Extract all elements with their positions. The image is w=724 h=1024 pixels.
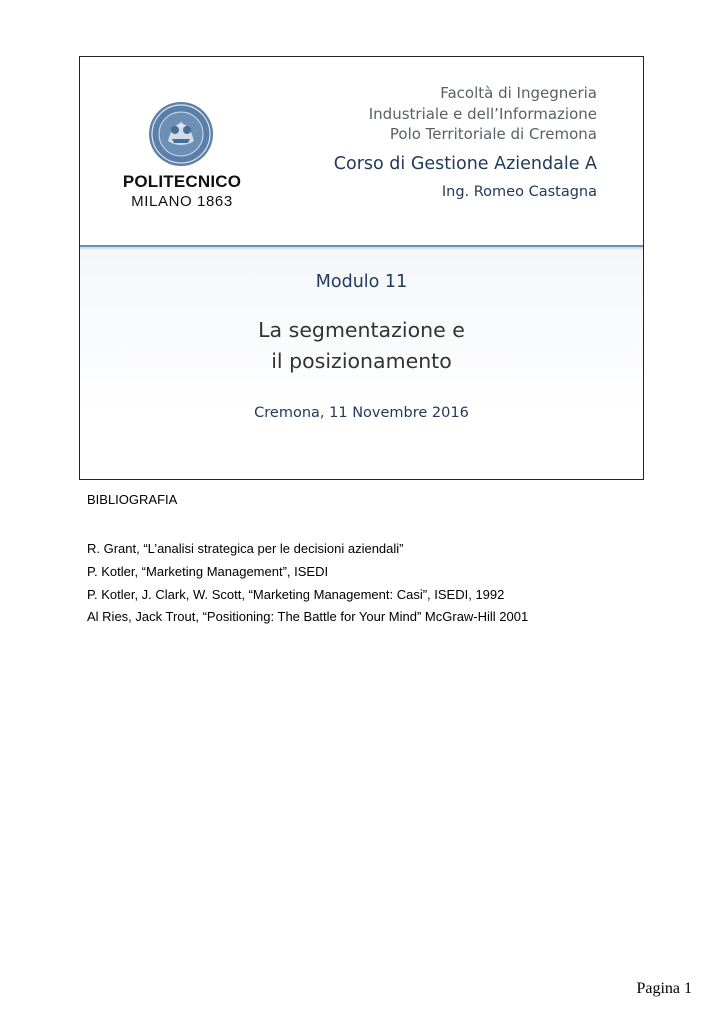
slide-body <box>80 250 643 479</box>
course-title: Corso di Gestione Aziendale A <box>333 154 597 174</box>
logo-city: MILANO 1863 <box>131 193 233 210</box>
faculty-line-3: Polo Territoriale di Cremona <box>389 125 597 143</box>
bibliography <box>87 492 529 625</box>
faculty-line-2: Industriale e dell’Informazione <box>368 104 597 123</box>
topic-title <box>80 315 643 377</box>
module-title: Modulo 11 <box>315 272 408 292</box>
page-number: Pagina 1 <box>636 980 692 997</box>
slide-date: Cremona, 11 Novembre 2016 <box>254 405 469 421</box>
topic-line-1: La segmentazione e <box>258 318 465 342</box>
topic-line-2: il posizionamento <box>271 349 452 373</box>
faculty-block <box>369 83 597 145</box>
logo-name: POLITECNICO <box>122 172 242 191</box>
teacher-name: Ing. Romeo Castagna <box>441 184 597 200</box>
slide-thumbnail <box>79 56 644 480</box>
slide-header <box>80 57 643 245</box>
faculty-line-1: Facoltà di Ingegneria <box>440 84 597 102</box>
politecnico-seal-icon <box>148 101 214 167</box>
bibliography-title: BIBLIOGRAFIA <box>87 492 178 507</box>
bibliography-entry: R. Grant, “L’analisi strategica per le decisioni aziendali” <box>87 541 404 556</box>
bibliography-entry: Al Ries, Jack Trout, “Positioning: The Battle for Your Mind” McGraw-Hill 2001 <box>87 609 529 625</box>
bibliography-entry: P. Kotler, J. Clark, W. Scott, “Marketing Management: Casi”, ISEDI, 1992 <box>87 586 505 602</box>
bibliography-entry: P. Kotler, “Marketing Management”, ISEDI <box>87 563 329 579</box>
bibliography-list <box>87 538 528 629</box>
